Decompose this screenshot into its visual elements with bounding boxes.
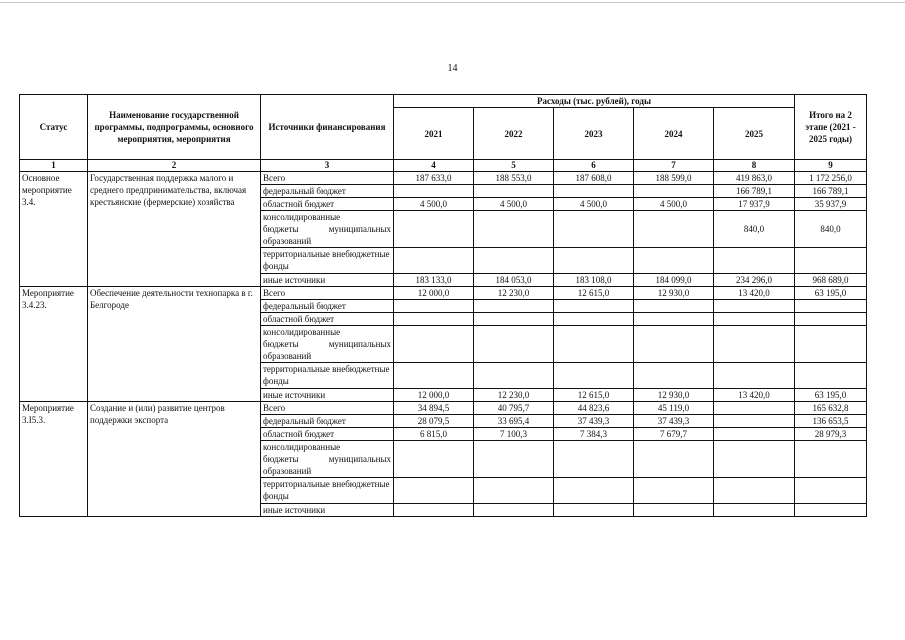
source-cell	[261, 441, 394, 478]
total-value-cell	[795, 326, 867, 363]
year-value-cell	[394, 441, 474, 478]
year-value-cell: 234 296,0	[714, 274, 795, 287]
source-label-word: муниципальных	[328, 224, 391, 234]
year-value-cell	[554, 313, 634, 326]
year-value-cell: 12 615,0	[554, 287, 634, 300]
total-value-cell: 63 195,0	[795, 389, 867, 402]
year-value-cell: 184 099,0	[634, 274, 714, 287]
year-value-cell: 34 894,5	[394, 402, 474, 415]
status-cell: Мероприятие 3.4.23.	[20, 287, 88, 402]
column-number: 5	[474, 160, 554, 172]
year-value-cell	[394, 248, 474, 274]
year-value-cell	[554, 363, 634, 389]
year-value-cell: 187 608,0	[554, 172, 634, 185]
source-cell: областной бюджет	[261, 198, 394, 211]
year-value-cell: 37 439,3	[554, 415, 634, 428]
year-value-cell: 13 420,0	[714, 389, 795, 402]
year-value-cell	[714, 313, 795, 326]
source-label-word: бюджеты	[263, 454, 299, 464]
year-value-cell: 7 679,7	[634, 428, 714, 441]
year-value-cell: 44 823,6	[554, 402, 634, 415]
source-cell	[261, 326, 394, 363]
year-value-cell	[714, 402, 795, 415]
year-value-cell	[634, 326, 714, 363]
year-value-cell	[714, 441, 795, 478]
year-value-cell: 166 789,1	[714, 185, 795, 198]
year-value-cell: 4 500,0	[394, 198, 474, 211]
year-value-cell	[394, 185, 474, 198]
source-cell: иные источники	[261, 274, 394, 287]
year-value-cell: 183 133,0	[394, 274, 474, 287]
year-value-cell	[714, 415, 795, 428]
column-number-row	[20, 160, 867, 172]
source-cell: территориальные внебюджетные фонды	[261, 248, 394, 274]
header-year: 2023	[554, 108, 634, 160]
source-label-line: образований	[263, 466, 312, 476]
year-value-cell	[554, 211, 634, 248]
year-value-cell	[714, 363, 795, 389]
source-label-word: бюджеты	[263, 339, 299, 349]
source-cell	[261, 211, 394, 248]
year-value-cell	[474, 313, 554, 326]
year-value-cell	[634, 211, 714, 248]
budget-table	[19, 94, 867, 517]
year-value-cell: 188 599,0	[634, 172, 714, 185]
year-value-cell	[554, 441, 634, 478]
column-number: 2	[88, 160, 261, 172]
year-value-cell: 12 230,0	[474, 287, 554, 300]
total-value-cell	[795, 504, 867, 517]
header-year: 2021	[394, 108, 474, 160]
year-value-cell: 40 795,7	[474, 402, 554, 415]
year-value-cell: 12 930,0	[634, 287, 714, 300]
source-cell: федеральный бюджет	[261, 300, 394, 313]
year-value-cell	[474, 185, 554, 198]
column-number: 1	[20, 160, 88, 172]
year-value-cell: 6 815,0	[394, 428, 474, 441]
total-value-cell: 166 789,1	[795, 185, 867, 198]
header-name: Наименование государственной программы, подпрограммы, основного мероприятия, мероприятия	[88, 95, 261, 160]
source-cell: территориальные внебюджетные фонды	[261, 478, 394, 504]
year-value-cell	[474, 248, 554, 274]
year-value-cell: 184 053,0	[474, 274, 554, 287]
total-value-cell	[795, 478, 867, 504]
year-value-cell	[714, 248, 795, 274]
source-label-line: консолидированные	[263, 327, 341, 337]
year-value-cell: 12 000,0	[394, 389, 474, 402]
header-sources: Источники финансирования	[261, 95, 394, 160]
year-value-cell	[474, 478, 554, 504]
total-value-cell: 35 937,9	[795, 198, 867, 211]
total-value-cell: 136 653,5	[795, 415, 867, 428]
year-value-cell	[394, 478, 474, 504]
year-value-cell: 28 079,5	[394, 415, 474, 428]
year-value-cell	[634, 248, 714, 274]
column-number: 8	[714, 160, 795, 172]
year-value-cell	[554, 248, 634, 274]
status-cell: Мероприятие 3.I5.3.	[20, 402, 88, 517]
year-value-cell: 4 500,0	[634, 198, 714, 211]
year-value-cell	[634, 478, 714, 504]
year-value-cell	[634, 504, 714, 517]
source-cell: областной бюджет	[261, 428, 394, 441]
year-value-cell	[474, 441, 554, 478]
year-value-cell	[394, 300, 474, 313]
year-value-cell: 183 108,0	[554, 274, 634, 287]
header-year: 2022	[474, 108, 554, 160]
source-cell: Всего	[261, 287, 394, 300]
program-name-cell: Государственная поддержка малого и среднего предпринимательства, включая крестьянские (фермерские) хозяйства	[88, 172, 261, 287]
source-cell: областной бюджет	[261, 313, 394, 326]
source-label-line	[263, 338, 391, 350]
total-value-cell	[795, 441, 867, 478]
column-number: 9	[795, 160, 867, 172]
year-value-cell: 7 100,3	[474, 428, 554, 441]
year-value-cell: 188 553,0	[474, 172, 554, 185]
year-value-cell: 12 000,0	[394, 287, 474, 300]
total-value-cell	[795, 363, 867, 389]
total-value-cell: 28 979,3	[795, 428, 867, 441]
year-value-cell: 12 230,0	[474, 389, 554, 402]
program-name-cell: Обеспечение деятельности технопарка в г. Белгороде	[88, 287, 261, 402]
source-label-line: консолидированные	[263, 212, 341, 222]
year-value-cell: 33 695,4	[474, 415, 554, 428]
source-cell: Всего	[261, 172, 394, 185]
page-number: 14	[447, 63, 458, 74]
year-value-cell	[634, 300, 714, 313]
header-expenses: Расходы (тыс. рублей), годы	[394, 95, 795, 108]
year-value-cell	[714, 300, 795, 313]
year-value-cell: 37 439,3	[634, 415, 714, 428]
year-value-cell	[634, 441, 714, 478]
year-value-cell	[394, 363, 474, 389]
year-value-cell	[394, 326, 474, 363]
total-value-cell	[795, 248, 867, 274]
year-value-cell: 4 500,0	[474, 198, 554, 211]
year-value-cell	[474, 326, 554, 363]
year-value-cell: 13 420,0	[714, 287, 795, 300]
year-value-cell	[474, 363, 554, 389]
year-value-cell: 17 937,9	[714, 198, 795, 211]
year-value-cell	[714, 428, 795, 441]
year-value-cell	[714, 326, 795, 363]
year-value-cell: 840,0	[714, 211, 795, 248]
column-number: 3	[261, 160, 394, 172]
total-value-cell: 165 632,8	[795, 402, 867, 415]
year-value-cell: 12 615,0	[554, 389, 634, 402]
column-number: 7	[634, 160, 714, 172]
top-rule	[0, 2, 905, 3]
year-value-cell: 7 384,3	[554, 428, 634, 441]
source-label-line: образований	[263, 351, 312, 361]
year-value-cell: 12 930,0	[634, 389, 714, 402]
header-year: 2024	[634, 108, 714, 160]
source-cell: территориальные внебюджетные фонды	[261, 363, 394, 389]
year-value-cell	[394, 211, 474, 248]
year-value-cell	[554, 504, 634, 517]
header-year: 2025	[714, 108, 795, 160]
total-value-cell: 840,0	[795, 211, 867, 248]
year-value-cell: 187 633,0	[394, 172, 474, 185]
year-value-cell	[634, 313, 714, 326]
year-value-cell: 45 119,0	[634, 402, 714, 415]
total-value-cell	[795, 313, 867, 326]
year-value-cell	[474, 211, 554, 248]
total-value-cell: 63 195,0	[795, 287, 867, 300]
year-value-cell	[474, 300, 554, 313]
column-number: 6	[554, 160, 634, 172]
year-value-cell	[394, 504, 474, 517]
source-label-word: бюджеты	[263, 224, 299, 234]
year-value-cell	[554, 326, 634, 363]
row-total	[20, 287, 867, 300]
source-label-line: консолидированные	[263, 442, 341, 452]
source-cell: Всего	[261, 402, 394, 415]
source-cell: федеральный бюджет	[261, 415, 394, 428]
source-label-word: муниципальных	[328, 339, 391, 349]
total-value-cell	[795, 300, 867, 313]
row-total	[20, 402, 867, 415]
total-value-cell: 968 689,0	[795, 274, 867, 287]
year-value-cell: 4 500,0	[554, 198, 634, 211]
status-cell: Основное мероприятие 3.4.	[20, 172, 88, 287]
source-label-line	[263, 223, 391, 235]
year-value-cell	[474, 504, 554, 517]
year-value-cell	[634, 185, 714, 198]
source-label-line	[263, 453, 391, 465]
year-value-cell	[394, 313, 474, 326]
year-value-cell	[554, 478, 634, 504]
year-value-cell	[554, 185, 634, 198]
column-number: 4	[394, 160, 474, 172]
year-value-cell	[634, 363, 714, 389]
row-total	[20, 172, 867, 185]
header-status: Статус	[20, 95, 88, 160]
year-value-cell: 419 863,0	[714, 172, 795, 185]
year-value-cell	[714, 504, 795, 517]
source-label-line: образований	[263, 236, 312, 246]
source-cell: иные источники	[261, 389, 394, 402]
year-value-cell	[554, 300, 634, 313]
header-total: Итого на 2 этапе (2021 - 2025 годы)	[795, 95, 867, 160]
source-cell: федеральный бюджет	[261, 185, 394, 198]
source-cell: иные источники	[261, 504, 394, 517]
source-label-word: муниципальных	[328, 454, 391, 464]
year-value-cell	[714, 478, 795, 504]
total-value-cell: 1 172 256,0	[795, 172, 867, 185]
program-name-cell: Создание и (или) развитие центров поддержки экспорта	[88, 402, 261, 517]
